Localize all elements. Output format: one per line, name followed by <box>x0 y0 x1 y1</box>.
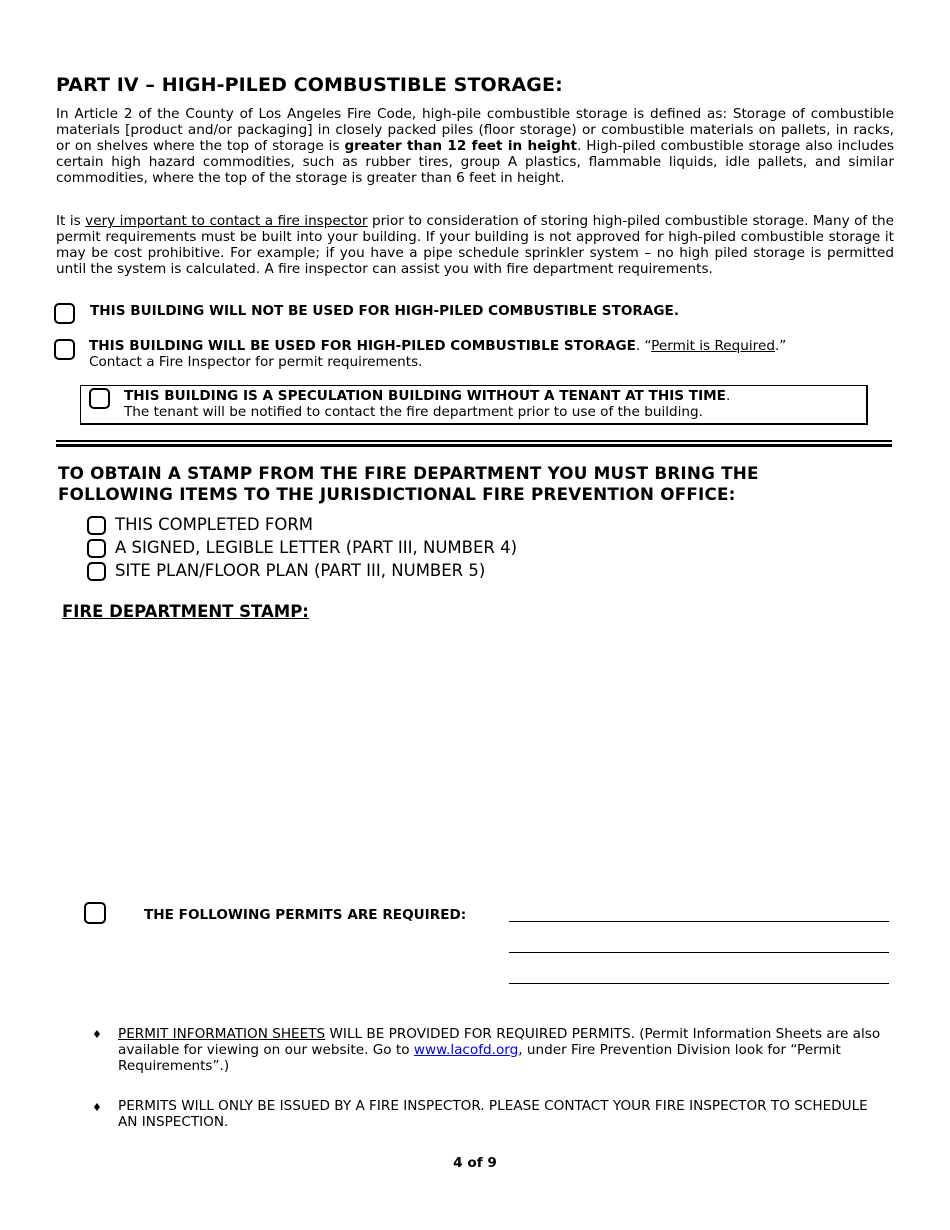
divider-top <box>56 440 892 442</box>
will-be-used-label <box>89 338 889 370</box>
inspector-text-b: prior to consideration of storing high-piled combustible storage. Many of the permit requirements must be built into your building. If your building is not approved for high-piled combustible storage it may be cost prohibitive. For example; if you have a pipe schedule sprinkler system – no high piled storage is permitted until the system is calculated. A fire inspector can assist you with fire department requirements. <box>56 213 895 277</box>
inspector-bullet: PERMITS WILL ONLY BE ISSUED BY A FIRE INSPECTOR. PLEASE CONTACT YOUR FIRE INSPECTOR TO SCHEDULE AN INSPECTION. <box>118 1098 868 1130</box>
req-item-signed-letter: A SIGNED, LEGIBLE LETTER (PART III, NUMBER 4) <box>115 538 518 557</box>
permit-line-3 <box>509 983 889 984</box>
page-title: PART IV – HIGH-PILED COMBUSTIBLE STORAGE: <box>56 74 563 96</box>
permit-required-text: Permit is Required <box>651 338 775 354</box>
will-be-used-bold: THIS BUILDING WILL BE USED FOR HIGH-PILED COMBUSTIBLE STORAGE <box>89 338 636 354</box>
permits-required-checkbox[interactable] <box>84 902 106 924</box>
fire-department-stamp-heading: FIRE DEPARTMENT STAMP: <box>62 602 309 621</box>
permit-input-2[interactable] <box>509 934 889 952</box>
page-number: 4 of 9 <box>453 1155 497 1171</box>
will-be-used-checkbox[interactable] <box>54 339 75 360</box>
req-item-site-plan: SITE PLAN/FLOOR PLAN (PART III, NUMBER 5) <box>115 561 486 580</box>
website-link[interactable]: www.lacofd.org <box>413 1042 519 1058</box>
bullet-diamond-icon: ♦ <box>92 1101 102 1114</box>
permit-line-2 <box>509 952 889 953</box>
completed-form-checkbox[interactable] <box>87 516 106 535</box>
permit-info-text-b: , under Fire Prevention Division look for “Permit Requirements”.) <box>118 1042 841 1074</box>
definition-paragraph <box>56 106 894 186</box>
speculation-label <box>124 388 864 420</box>
not-used-label: THIS BUILDING WILL NOT BE USED FOR HIGH-PILED COMBUSTIBLE STORAGE. <box>90 303 679 319</box>
permit-info-sheets-text: PERMIT INFORMATION SHEETS <box>118 1026 326 1042</box>
speculation-period: . <box>725 388 731 404</box>
inspector-text-a: It is <box>56 213 86 229</box>
permit-input-1[interactable] <box>509 903 889 921</box>
site-plan-checkbox[interactable] <box>87 562 106 581</box>
permit-line-1 <box>509 921 889 922</box>
not-used-checkbox[interactable] <box>54 303 75 324</box>
will-be-used-line2: Contact a Fire Inspector for permit requirements. <box>89 354 423 370</box>
speculation-bold: THIS BUILDING IS A SPECULATION BUILDING WITHOUT A TENANT AT THIS TIME <box>124 388 726 404</box>
speculation-line2: The tenant will be notified to contact the fire department prior to use of the building. <box>124 404 703 420</box>
bullet-diamond-icon: ♦ <box>92 1028 102 1041</box>
definition-bold-text: greater than 12 feet in height <box>344 138 577 154</box>
permit-info-bullet <box>118 1026 888 1074</box>
permit-input-3[interactable] <box>509 965 889 983</box>
definition-text-a: In Article 2 of the County of Los Angeles Fire Code, high-pile combustible storage is defined as: Storage of combustible materials [product and/or packaging] in closely packed piles (floor storage) or combustible materials on pallets, in racks, or on shelves where the top of storage is <box>56 106 894 154</box>
stamp-requirements-heading <box>58 463 759 505</box>
req-item-completed-form: THIS COMPLETED FORM <box>115 515 314 534</box>
signed-letter-checkbox[interactable] <box>87 539 106 558</box>
stamp-requirements-line2: FOLLOWING ITEMS TO THE JURISDICTIONAL FIRE PREVENTION OFFICE: <box>58 484 736 504</box>
definition-text-b: . High-piled combustible storage also includes certain high hazard commodities, such as rubber tires, group A plastics, flammable liquids, idle pallets, and similar commodities, where the top of the storage is greater than 6 feet in height. <box>56 138 894 186</box>
stamp-area <box>62 632 892 882</box>
inspector-underlined-text: very important to contact a fire inspector <box>85 213 368 229</box>
permits-required-label: THE FOLLOWING PERMITS ARE REQUIRED: <box>144 907 467 923</box>
will-be-used-sep: . “ <box>635 338 652 354</box>
divider-bottom <box>56 444 892 447</box>
will-be-used-end: .” <box>774 338 787 354</box>
permit-info-text-a: WILL BE PROVIDED FOR REQUIRED PERMITS. (Permit Information Sheets are also available for viewing on our website. Go to <box>118 1026 881 1058</box>
inspector-paragraph <box>56 213 894 277</box>
speculation-checkbox[interactable] <box>89 388 110 409</box>
stamp-requirements-line1: TO OBTAIN A STAMP FROM THE FIRE DEPARTMENT YOU MUST BRING THE <box>58 463 759 483</box>
